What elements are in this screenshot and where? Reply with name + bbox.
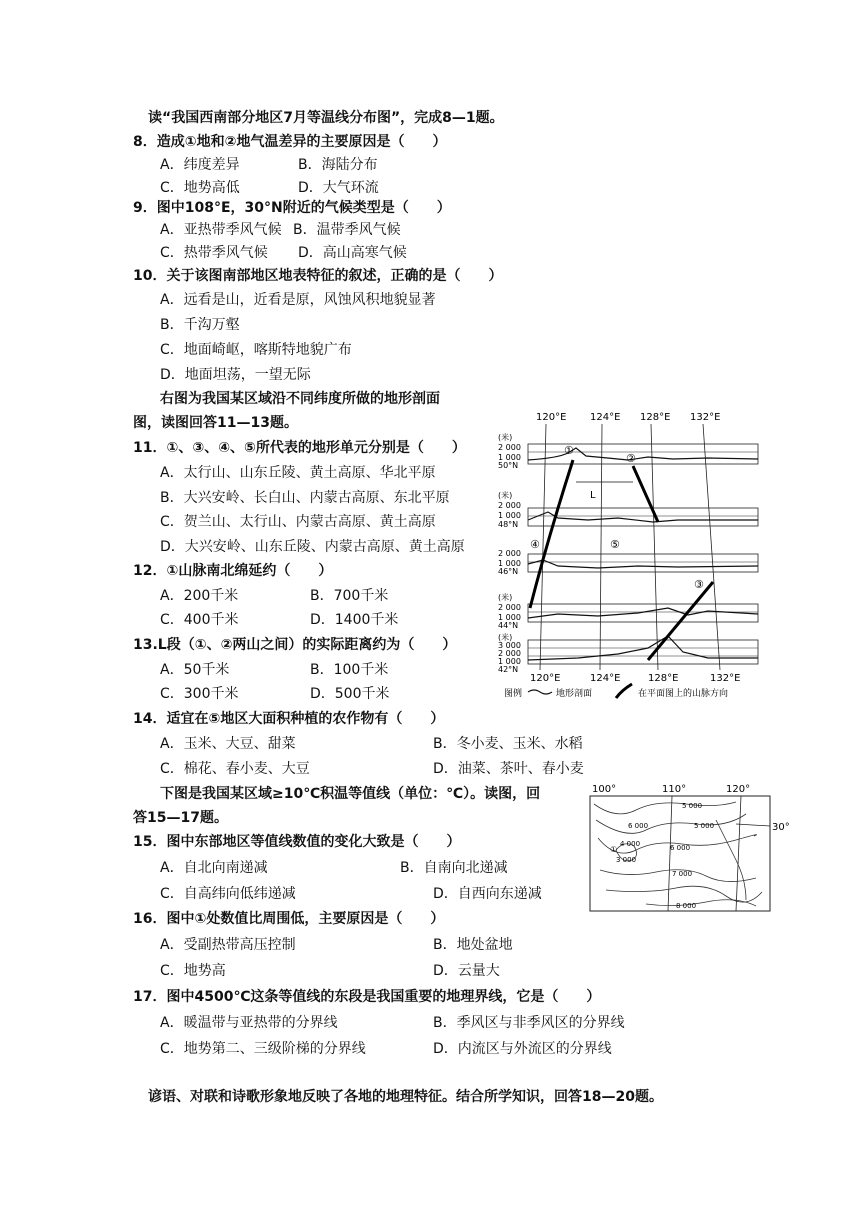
lon-top-124: 124°E (590, 412, 621, 423)
q14-option-c: C．棉花、春小麦、大豆 (160, 761, 310, 777)
svg-text:2 000: 2 000 (498, 443, 521, 452)
marker-1: ① (564, 444, 574, 457)
svg-text:2 000: 2 000 (498, 549, 521, 558)
lon-top-128: 128°E (640, 412, 671, 423)
intro-11-13-line2: 图，读图回答11—13题。 (133, 415, 298, 431)
svg-text:2 000: 2 000 (498, 603, 521, 612)
lon-120: 120° (726, 784, 751, 795)
q11-option-b: B．大兴安岭、长白山、内蒙古高原、东北平原 (160, 490, 450, 506)
profile-strip-48 (498, 490, 758, 529)
profile-strip-46 (498, 549, 758, 576)
q14-option-b: B．冬小麦、玉米、水稻 (433, 736, 583, 752)
q11-option-d: D．大兴安岭、山东丘陵、内蒙古高原、黄土高原 (160, 539, 465, 555)
svg-text:2 000: 2 000 (498, 649, 521, 658)
question-8-stem: 8．造成①地和②地气温差异的主要原因是（ ） (133, 134, 447, 150)
legend-trend-symbol (616, 684, 632, 698)
profile-strip-44 (498, 592, 758, 630)
q17-option-c: C．地势第二、三级阶梯的分界线 (160, 1041, 366, 1057)
iso-label-2: 6 000 (628, 822, 649, 830)
q9-option-a: A．亚热带季风气候 (160, 222, 282, 238)
intro-8-10: 读“我国西南部分地区7月等温线分布图”，完成8—1题。 (148, 110, 504, 126)
q8-option-d: D．大气环流 (298, 180, 379, 196)
svg-text:(米): (米) (498, 433, 513, 442)
svg-text:46°N: 46°N (498, 567, 519, 576)
isoline-map-figure (586, 780, 790, 915)
svg-text:1 000: 1 000 (498, 453, 521, 462)
svg-text:1 000: 1 000 (498, 657, 521, 666)
svg-text:48°N: 48°N (498, 520, 519, 529)
svg-text:(米): (米) (498, 633, 513, 642)
q11-option-c: C．贺兰山、太行山、内蒙古高原、黄土高原 (160, 514, 436, 530)
q8-option-b: B．海陆分布 (298, 157, 378, 173)
intro-18-20: 谚语、对联和诗歌形象地反映了各地的地理特征。结合所学知识，回答18—20题。 (148, 1089, 663, 1105)
legend-profile: 地形剖面 (556, 689, 593, 699)
q10-option-d: D．地面坦荡，一望无际 (160, 367, 311, 383)
lon-top-120: 120°E (536, 412, 567, 423)
question-15-stem: 15．图中东部地区等值线数值的变化大致是（ ） (133, 834, 461, 850)
q12-option-b: B．700千米 (310, 588, 389, 604)
svg-text:1 000: 1 000 (498, 613, 521, 622)
q12-option-c: C．400千米 (160, 612, 239, 628)
q9-option-d: D．高山高寒气候 (298, 245, 407, 261)
q17-option-a: A．暖温带与亚热带的分界线 (160, 1015, 338, 1031)
svg-text:(米): (米) (498, 491, 513, 500)
lon-bottom-128: 128°E (648, 673, 679, 684)
legend-profile-symbol (528, 690, 552, 694)
svg-text:1 000: 1 000 (498, 511, 521, 520)
terrain-profile-figure (498, 408, 760, 700)
svg-text:2 000: 2 000 (498, 501, 521, 510)
intro-15-17-line2: 答15—17题。 (133, 810, 228, 826)
question-13-stem: 13.L段（①、②两山之间）的实际距离约为（ ） (133, 637, 457, 653)
lat-30: 30° (772, 822, 790, 833)
q16-option-c: C．地势高 (160, 963, 226, 979)
q14-option-a: A．玉米、大豆、甜菜 (160, 736, 296, 752)
q13-option-d: D．500千米 (310, 686, 390, 702)
q16-option-d: D．云量大 (433, 963, 500, 979)
marker-2: ② (626, 452, 636, 465)
lon-100: 100° (592, 784, 617, 795)
mountain-trend-lines (530, 460, 713, 660)
q13-option-a: A．50千米 (160, 662, 230, 678)
question-10-stem: 10．关于该图南部地区地表特征的叙述，正确的是（ ） (133, 268, 503, 284)
q16-option-a: A．受副热带高压控制 (160, 937, 296, 953)
q11-option-a: A．太行山、山东丘陵、黄土高原、华北平原 (160, 465, 436, 481)
iso-label-3: 5 000 (694, 822, 715, 830)
legend-label: 图例 (504, 689, 523, 699)
svg-text:1 000: 1 000 (498, 559, 521, 568)
lon-110: 110° (662, 784, 687, 795)
q8-option-a: A．纬度差异 (160, 157, 240, 173)
q10-option-c: C．地面崎岖，喀斯特地貌广布 (160, 342, 352, 358)
svg-text:44°N: 44°N (498, 621, 519, 630)
iso-marker-1: ① (610, 845, 618, 854)
legend-trend: 在平面图上的山脉方向 (638, 689, 729, 699)
marker-5: ⑤ (610, 538, 620, 551)
lon-top-132: 132°E (690, 412, 721, 423)
iso-label-4: 4 000 (620, 840, 641, 848)
q13-option-c: C．300千米 (160, 686, 239, 702)
q12-option-a: A．200千米 (160, 588, 239, 604)
question-17-stem: 17．图中4500℃这条等值线的东段是我国重要的地理界线，它是（ ） (133, 989, 601, 1005)
lon-bottom-132: 132°E (710, 673, 741, 684)
marker-3: ③ (694, 578, 704, 591)
q12-option-d: D．1400千米 (310, 612, 399, 628)
iso-label-8: 8 000 (676, 902, 697, 910)
q14-option-d: D．油菜、茶叶、春小麦 (433, 761, 584, 777)
iso-label-7: 7 000 (672, 870, 693, 878)
iso-label-5: 3 000 (616, 856, 637, 864)
question-11-stem: 11．①、③、④、⑤所代表的地形单元分别是（ ） (133, 440, 466, 456)
svg-text:42°N: 42°N (498, 665, 519, 674)
q15-option-c: C．自高纬向低纬递减 (160, 886, 296, 902)
q16-option-b: B．地处盆地 (433, 937, 513, 953)
svg-text:3 000: 3 000 (498, 641, 521, 650)
q15-option-a: A．自北向南递减 (160, 860, 268, 876)
q13-option-b: B．100千米 (310, 662, 389, 678)
intro-15-17-line1: 下图是我国某区域≥10℃积温等值线（单位：℃）。读图，回 (160, 786, 541, 802)
intro-11-13-line1: 右图为我国某区域沿不同纬度所做的地形剖面 (160, 391, 440, 407)
q15-option-d: D．自西向东递减 (433, 886, 542, 902)
question-16-stem: 16．图中①处数值比周围低，主要原因是（ ） (133, 911, 445, 927)
q9-option-c: C．热带季风气候 (160, 245, 268, 261)
q8-option-c: C．地势高低 (160, 180, 240, 196)
q15-option-b: B．自南向北递减 (400, 860, 508, 876)
lon-bottom-124: 124°E (590, 673, 621, 684)
q17-option-d: D．内流区与外流区的分界线 (433, 1041, 612, 1057)
iso-label-1: 5 000 (682, 802, 703, 810)
lon-bottom-120: 120°E (530, 673, 561, 684)
marker-4: ④ (530, 538, 540, 551)
q17-option-b: B．季风区与非季风区的分界线 (433, 1015, 625, 1031)
q10-option-a: A．远看是山，近看是原，风蚀风积地貌显著 (160, 292, 436, 308)
q10-option-b: B．千沟万壑 (160, 317, 240, 333)
l-label: L (590, 490, 596, 501)
svg-text:(米): (米) (498, 593, 513, 602)
question-9-stem: 9．图中108°E，30°N附近的气候类型是（ ） (133, 200, 451, 216)
question-14-stem: 14．适宜在⑤地区大面积种植的农作物有（ ） (133, 711, 445, 727)
iso-label-6: 6 000 (670, 844, 691, 852)
question-12-stem: 12．①山脉南北绵延约（ ） (133, 563, 333, 579)
q9-option-b: B．温带季风气候 (293, 222, 401, 238)
svg-text:50°N: 50°N (498, 461, 519, 470)
